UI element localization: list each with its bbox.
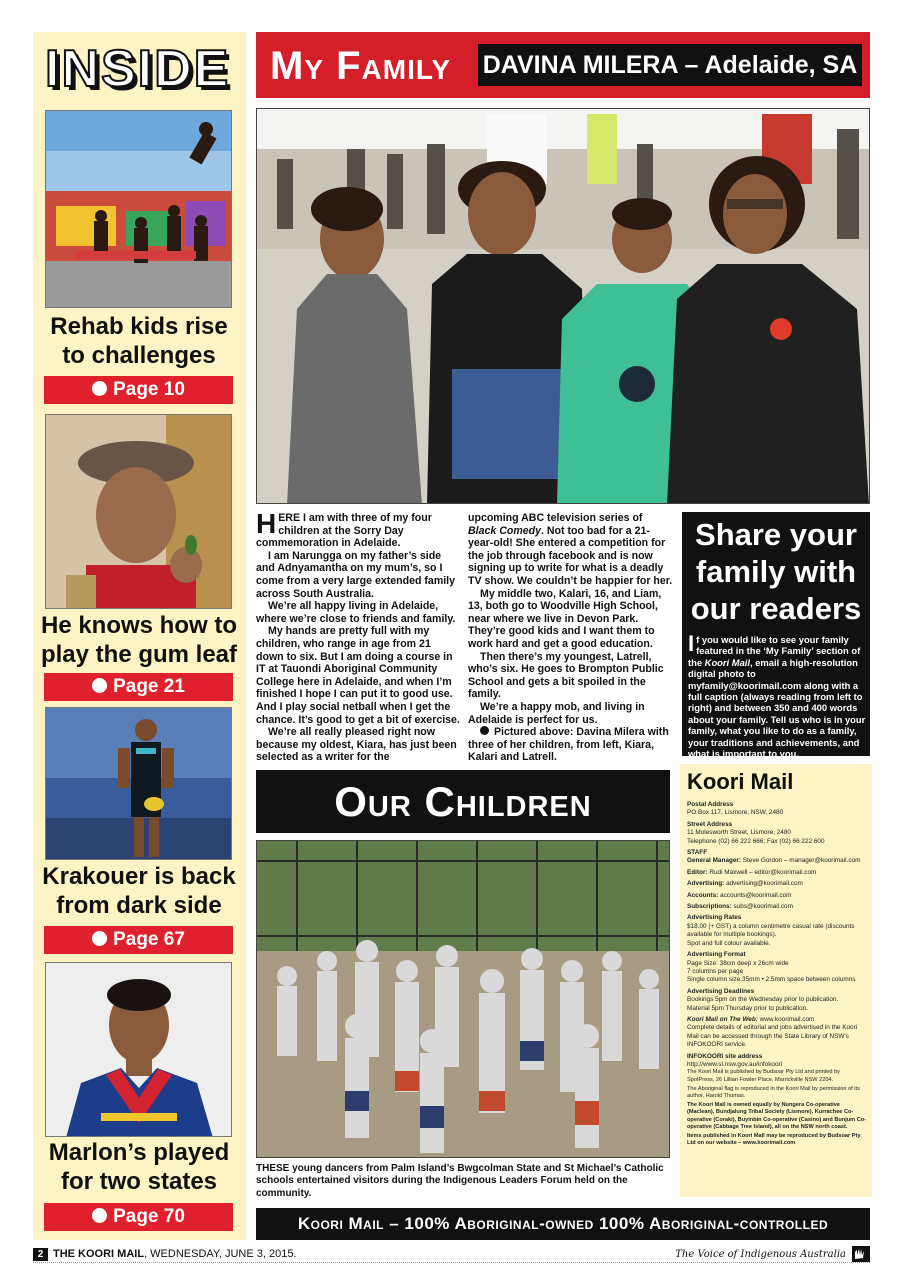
inside-title: INSIDE [45,40,231,98]
bullet-icon [92,678,107,693]
bullet-icon [480,726,489,735]
rehab-kids-photo [45,110,232,308]
family-photo [256,108,870,504]
article-paragraph: Then there’s my youngest, Latrell, who’s six. He goes to Brompton Public School and gets a bit spoiled in the family. [468,650,664,701]
article-paragraph: HERE I am with three of my four children at the Sorry Day commemoration in Adelaide. [256,508,432,550]
article-paragraph: We’re all really pleased right now because my oldest, Kiara, has just been selected as a writer for the [256,726,457,764]
family-name-location: DAVINA MILERA – Adelaide, SA [478,44,862,86]
krakouer-photo [45,707,232,860]
marlon-photo [45,962,232,1137]
share-headline: Share your family with our readers [690,517,862,626]
our-children-banner: Our Children [256,770,670,833]
article-paragraph: upcoming ABC television series of Black Comedy. Not too bad for a 21-year-old! She entered a competition for the job through facebook and is now signing up to write for what is a deadly TV show. We couldn’t be happier for her. [468,512,673,587]
children-photo-caption: THESE young dancers from Palm Island’s Bwgcolman State and St Michael’s Catholic schools entertained visitors during the Indigenous Leaders Forum held on the community. [256,1163,664,1199]
bullet-icon [92,1208,107,1223]
page-badge: Page 10 [44,376,233,404]
story-headline: Krakouer is back from dark side [42,863,236,919]
dropcap: H [256,508,277,539]
footer-divider [33,1262,870,1263]
hands-logo-icon [852,1246,870,1262]
page-badge: Page 67 [44,926,233,954]
my-family-banner [256,32,870,98]
article-paragraph: I am Narungga on my father’s side and Adnyamantha on my mum’s, so I come from a very large extended family across South Australia. [256,549,456,600]
story-headline: Marlon’s played for two states [48,1139,230,1195]
page-footer [33,1248,870,1264]
section-title: My Family [270,44,452,88]
page-badge: Page 70 [44,1203,233,1231]
article-paragraph: We’re all happy living in Adelaide, where we’re close to friends and family. [256,600,456,625]
article-column-2 [468,512,673,764]
story-headline: He knows how to play the gum leaf [40,612,238,668]
footer-dateline: THE KOORI MAIL, WEDNESDAY, JUNE 3, 2015. [53,1248,297,1260]
photo-caption: Pictured above: Davina Milera with three of her children, from left, Kiara, Kalari and Latrell. [468,726,669,764]
article-column-1 [256,508,461,764]
bullet-icon [92,381,107,396]
masthead-title: Koori Mail [687,769,794,794]
inside-sidebar [33,32,246,1240]
article-paragraph: We’re a happy mob, and living in Adelaide is perfect for us. [468,700,645,726]
children-dancers-photo [256,840,670,1158]
article-paragraph: My hands are pretty full with my children, who range in age from 21 down to six. But I am doing a course in IT at Tauondi Aboriginal Community College here in Adelaide, and when I’m finished I hope I can put it to good use. And I play social netball when I get the chance. It’s good to get a bit of exercise. [256,625,460,726]
contact-details: Postal Address PO Box 117, Lismore, NSW, 2480 Street Address 11 Molesworth Street, Lismore, 2480 Telephone (02) 66 222 666; Fax (02) 66 222 600 STAFF General Manager: Steve Gordon – manager@koorimail.com Editor: Rudi Maxwell – editor@koorimail.com Advertising: advertising@koorimail.com Accounts: accounts@koorimail.com Subscriptions: subs@koorimail.com Advertising Rates $18.00 (+ GST) a column centimetre casual rate (discounts available for multiple bookings). Spot and full colour available. Advertising Format Page Size: 38cm deep x 26cm wide 7 columns per page Single column size 35mm • 2.5mm space between columns Advertising Deadlines Bookings 5pm on the Wednesday prior to publication. Material 5pm Thursday prior to publication. Koori Mail on The Web: www.koorimail.com Complete details of editorial and jobs advertised in the Koori Mail can be accessed through the State Library of NSW’s INFOKOORI service. INFOKOORI site address http://www.sl.nsw.gov.au/infokoori The Koori Mail is published by Budsoar Pty Ltd and printed by SpotPress, 26 Lillian Fowler Place, Marrickville NSW 2204. The Aboriginal flag is reproduced in the Koori Mail by permission of its author, Harold Thomas. The Koori Mail is owned equally by Nungera Co-operative (Maclean), Bundjalung Tribal Society (Lismore), Kurrachee Co-operative (Coraki), Buyinbin Co-operative (Casino) and Bunjum Co-operative (Cabbage Tree Island), all on the NSW north coast. Items published in Koori Mail may be reproduced by Budsoar Pty Ltd on our website – www.koorimail.com [687,801,867,1147]
page-badge: Page 21 [44,673,233,701]
bullet-icon [92,931,107,946]
page-number: 2 [33,1248,48,1261]
share-your-family-box [682,512,870,760]
story-headline: Rehab kids rise to challenges [50,313,228,369]
ownership-tagline: Koori Mail – 100% Aboriginal-owned 100% Aboriginal-controlled [256,1208,870,1240]
share-instructions: If you would like to see your family featured in the ‘My Family’ section of the Koori Mail, email a high-resolution digital photo to myfamily@koorimail.com along with a full caption (always reading from left to right) and between 350 and 400 words about your family. Tell us who is in your family, what you like to do as a family, your traditions and achievements, and what is important to you. [688,631,866,760]
koori-mail-info-box [680,764,872,1197]
gum-leaf-photo [45,414,232,609]
article-paragraph: My middle two, Kalari, 16, and Liam, 13, both go to Woodville High School, near where we live in Devon Park. They’re good kids and I want them to work hard and get a good education. [468,587,662,650]
footer-motto: The Voice of Indigenous Australia [675,1249,846,1260]
